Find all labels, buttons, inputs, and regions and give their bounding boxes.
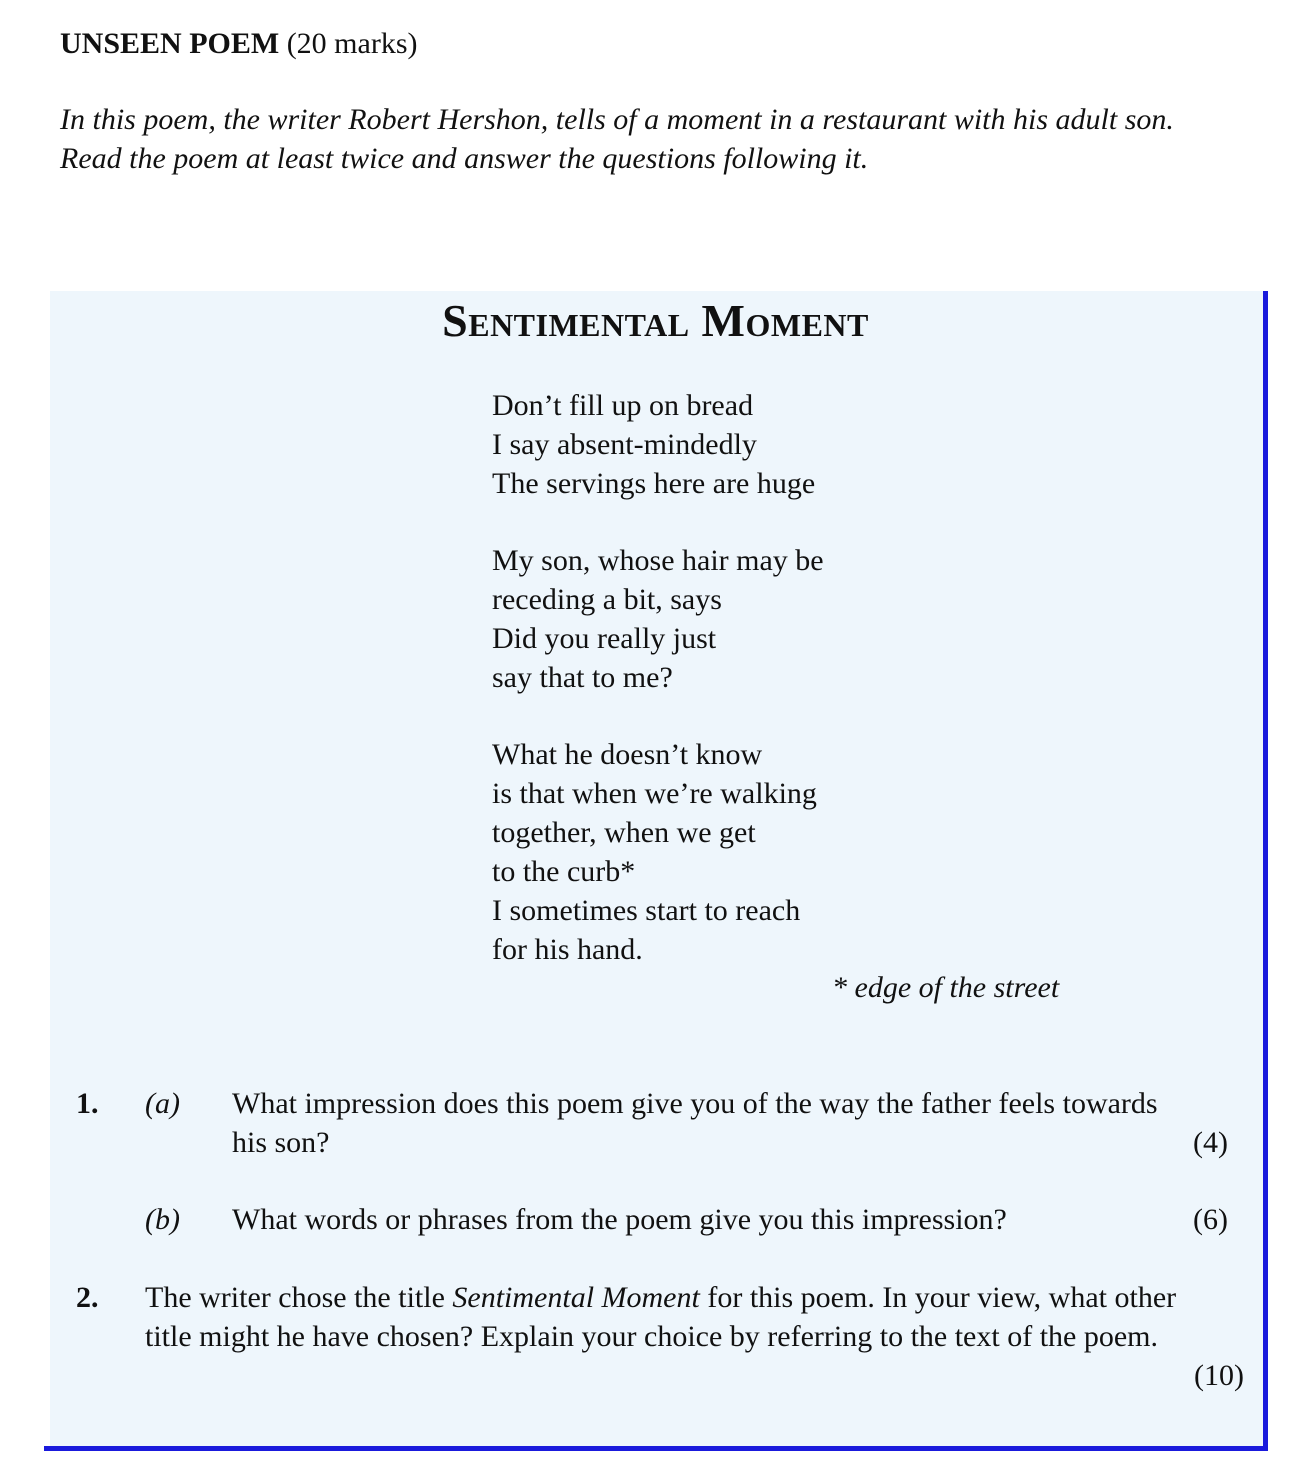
poem-body: [492, 386, 824, 969]
panel-border-right: [1263, 291, 1268, 1451]
reading-instruction: Read the poem at least twice and answer the questions following it.: [60, 142, 869, 175]
poem-line: Did you really just: [492, 622, 717, 655]
question-2-text: [145, 1278, 1230, 1356]
question-1-number: 1.: [76, 1087, 99, 1120]
poem-line: Don’t fill up on bread: [492, 389, 754, 422]
question-1b-marks: (6): [1193, 1203, 1228, 1236]
footnote: * edge of the street: [832, 971, 1060, 1004]
poem-line: say that to me?: [492, 661, 673, 694]
question-2-marks: (10): [1194, 1359, 1244, 1392]
poem-line: receding a bit, says: [492, 583, 722, 616]
poem-line: I sometimes start to reach: [492, 894, 801, 927]
question-1a-marks: (4): [1193, 1126, 1228, 1159]
question-1a-label: (a): [145, 1087, 180, 1120]
intro-text: In this poem, the writer Robert Hershon, tells of a moment in a restaurant with his adult son.: [60, 103, 1174, 136]
poem-line: The servings here are huge: [492, 467, 816, 500]
poem-line: I say absent-mindedly: [492, 428, 757, 461]
instructions: [60, 100, 1250, 178]
question-2-number: 2.: [76, 1281, 99, 1314]
poem-line: together, when we get: [492, 816, 756, 849]
section-heading: [60, 24, 417, 64]
section-title: UNSEEN POEM: [60, 27, 280, 60]
question-2-text-end: for this poem. In your view, what other title might he have chosen? Explain your choice by referring to the text of the poem.: [145, 1281, 1177, 1353]
poem-line: My son, whose hair may be: [492, 544, 824, 577]
stanza-2: [492, 541, 824, 697]
stanza-3: [492, 735, 824, 969]
poem-title: Sentimental Moment: [442, 295, 869, 346]
question-1b-label: (b): [145, 1203, 180, 1236]
poem-line: is that when we’re walking: [492, 777, 817, 810]
poem-line: for his hand.: [492, 933, 643, 966]
poem-line: What he doesn’t know: [492, 738, 763, 771]
question-1b-text: What words or phrases from the poem give you this impression?: [232, 1203, 1007, 1236]
question-2-text-start: The writer chose the title: [145, 1281, 453, 1314]
panel-border-bottom: [44, 1446, 1268, 1451]
poem-line: to the curb*: [492, 855, 636, 888]
stanza-1: [492, 386, 824, 503]
question-1a-text: What impression does this poem give you of the way the father feels towards his son?: [232, 1087, 1158, 1159]
section-marks: (20 marks): [286, 27, 418, 60]
question-2-title-reference: Sentimental Moment: [452, 1281, 700, 1314]
